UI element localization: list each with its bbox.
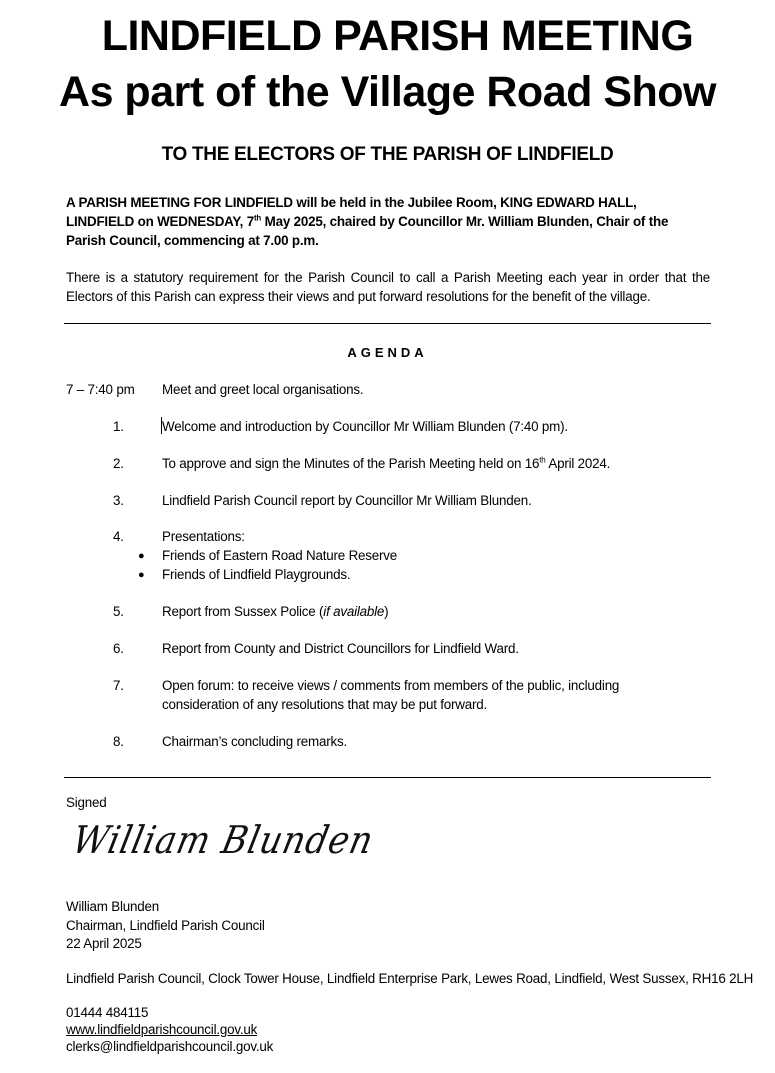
- council-address: Lindfield Parish Council, Clock Tower House, Lindfield Enterprise Park, Lewes Road, Lindfield, West Sussex, RH16 2LH: [66, 971, 754, 986]
- signed-label: Signed: [66, 795, 107, 810]
- intro-line-1: A PARISH MEETING FOR LINDFIELD will be held in the Jubilee Room, KING EDWARD HALL,: [66, 195, 637, 210]
- agenda-item-text: [162, 454, 610, 473]
- agenda-item-text: Lindfield Parish Council report by Councillor Mr William Blunden.: [162, 493, 532, 508]
- text-cursor: [161, 417, 162, 434]
- intro-line-3: Parish Council, commencing at 7.00 p.m.: [66, 233, 319, 248]
- statement-line-1: There is a statutory requirement for the Parish Council to call a Parish Meeting each year in order that the: [66, 270, 710, 285]
- intro-paragraph: [66, 193, 710, 250]
- bullet-icon: ●: [138, 569, 145, 581]
- signature: William Blunden: [68, 818, 378, 862]
- agenda-item-text-line-1: Open forum: to receive views / comments from members of the public, including: [162, 678, 620, 693]
- agenda-heading: AGENDA: [347, 345, 428, 360]
- email-address[interactable]: clerks@lindfieldparishcouncil.gov.uk: [66, 1039, 274, 1054]
- page-subtitle-heading: As part of the Village Road Show: [59, 68, 716, 116]
- statement-line-2: Electors of this Parish can express their views and put forward resolutions for the benefit of the village.: [66, 289, 651, 304]
- pre-agenda-time: 7 – 7:40 pm: [66, 382, 135, 397]
- agenda-item-text-b: ): [384, 604, 389, 619]
- phone-number: 01444 484115: [66, 1005, 149, 1020]
- agenda-item-number: 3.: [113, 493, 124, 508]
- agenda-item-number: 4.: [113, 529, 124, 544]
- agenda-item-number: 1.: [113, 419, 124, 434]
- page-title: LINDFIELD PARISH MEETING: [101, 12, 694, 60]
- agenda-item-number: 8.: [113, 734, 124, 749]
- divider-bottom: [64, 777, 711, 778]
- website-link[interactable]: www.lindfieldparishcouncil.gov.uk: [66, 1022, 258, 1037]
- electors-heading: TO THE ELECTORS OF THE PARISH OF LINDFIELD: [161, 144, 614, 165]
- agenda-item-number: 2.: [113, 456, 124, 471]
- intro-line-2-sup: th: [253, 213, 262, 223]
- agenda-bullet-item: Friends of Lindfield Playgrounds.: [162, 567, 351, 582]
- agenda-item-number: 5.: [113, 604, 124, 619]
- pre-agenda-text: Meet and greet local organisations.: [162, 382, 364, 397]
- intro-line-2-b: May 2025, chaired by Councillor Mr. William Blunden, Chair of the: [261, 214, 669, 229]
- agenda-item-text-line-2: consideration of any resolutions that may be put forward.: [162, 697, 488, 712]
- bullet-icon: ●: [138, 550, 145, 562]
- agenda-item-text-a: Report from Sussex Police (: [162, 604, 324, 619]
- agenda-item-text: Welcome and introduction by Councillor Mr William Blunden (7:40 pm).: [162, 419, 568, 434]
- signoff-date: 22 April 2025: [66, 936, 142, 951]
- signatory-role: Chairman, Lindfield Parish Council: [66, 918, 265, 933]
- agenda-item-text-b: April 2024.: [545, 456, 611, 471]
- intro-line-2-a: LINDFIELD on WEDNESDAY, 7: [66, 214, 254, 229]
- agenda-item-text: Report from County and District Councillors for Lindfield Ward.: [162, 641, 519, 656]
- agenda-bullet-item: Friends of Eastern Road Nature Reserve: [162, 548, 398, 563]
- agenda-item-number: 6.: [113, 641, 124, 656]
- agenda-item-text-a: To approve and sign the Minutes of the Parish Meeting held on 16: [162, 456, 540, 471]
- agenda-item-text: Chairman’s concluding remarks.: [162, 734, 348, 749]
- agenda-item-italic: if available: [323, 604, 385, 619]
- statement-paragraph: [66, 268, 710, 306]
- agenda-item-sup: th: [539, 455, 546, 465]
- divider-top: [64, 323, 711, 324]
- signatory-name: William Blunden: [66, 899, 160, 914]
- agenda-item-text: [162, 602, 388, 621]
- intro-line-2: [66, 212, 710, 231]
- agenda-item-text: Presentations:: [162, 529, 245, 544]
- agenda-item-number: 7.: [113, 678, 124, 693]
